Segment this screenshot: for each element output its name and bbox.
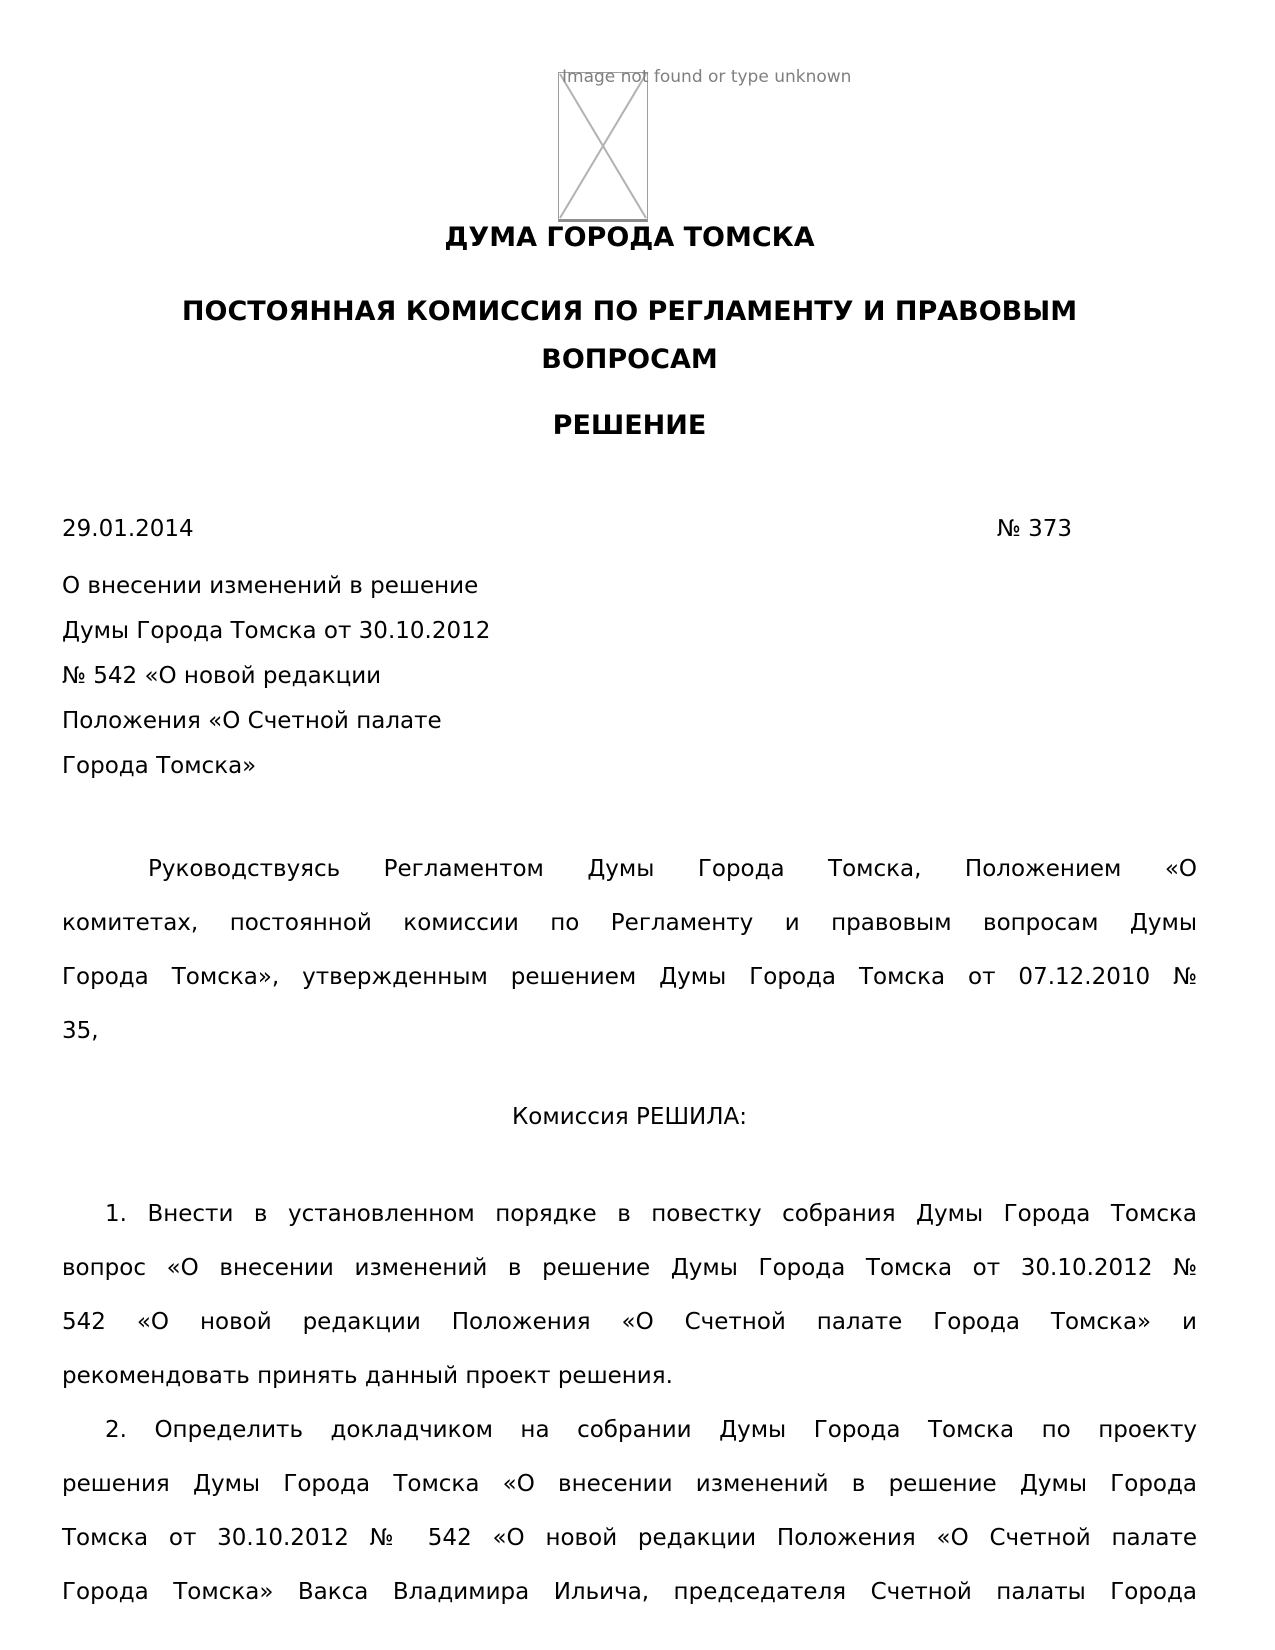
broken-image-x-icon bbox=[559, 73, 647, 219]
subject-block bbox=[62, 564, 1197, 789]
subject-line: № 542 «О новой редакции bbox=[62, 663, 382, 689]
document-date: 29.01.2014 bbox=[62, 516, 194, 542]
paragraph-line: Томска от 30.10.2012 № 542 «О новой редакции Положения «О Счетной палате bbox=[62, 1525, 1197, 1551]
resolution-item-1 bbox=[62, 1187, 1197, 1403]
meta-row bbox=[62, 514, 1197, 544]
subject-line: Города Томска» bbox=[62, 753, 257, 779]
paragraph-line: 2. Определить докладчиком на собрании Думы Города Томска по проекту bbox=[105, 1417, 1197, 1443]
resolution-heading: Комиссия РЕШИЛА: bbox=[511, 1104, 748, 1130]
broken-image-placeholder bbox=[558, 72, 648, 222]
paragraph-line: комитетах, постоянной комиссии по Регламенту и правовым вопросам Думы bbox=[62, 910, 1197, 936]
document-type-title: РЕШЕНИЕ bbox=[552, 410, 707, 441]
resolution-item-2 bbox=[62, 1403, 1197, 1619]
preamble-paragraph bbox=[62, 842, 1197, 1058]
paragraph-line: 35, bbox=[62, 1018, 99, 1044]
paragraph-line: решения Думы Города Томска «О внесении изменений в решение Думы Города bbox=[62, 1471, 1197, 1497]
paragraph-line: 542 «О новой редакции Положения «О Счетной палате Города Томска» и bbox=[62, 1309, 1197, 1335]
paragraph-line: Города Томска», утвержденным решением Думы Города Томска от 07.12.2010 № bbox=[62, 964, 1197, 990]
paragraph-line: рекомендовать принять данный проект решения. bbox=[62, 1363, 673, 1389]
commission-title: ПОСТОЯННАЯ КОМИССИЯ ПО РЕГЛАМЕНТУ И ПРАВОВЫМ ВОПРОСАМ bbox=[181, 296, 1078, 375]
subject-line: Положения «О Счетной палате bbox=[62, 708, 442, 734]
paragraph-line: вопрос «О внесении изменений в решение Думы Города Томска от 30.10.2012 № bbox=[62, 1255, 1197, 1281]
subject-line: О внесении изменений в решение bbox=[62, 573, 479, 599]
subject-line: Думы Города Томска от 30.10.2012 bbox=[62, 618, 491, 644]
paragraph-line: Города Томска» Вакса Владимира Ильича, председателя Счетной палаты Города bbox=[62, 1579, 1197, 1605]
org-title: ДУМА ГОРОДА ТОМСКА bbox=[444, 222, 815, 253]
paragraph-line: 1. Внести в установленном порядке в повестку собрания Думы Города Томска bbox=[105, 1201, 1197, 1227]
paragraph-line: Руководствуясь Регламентом Думы Города Томска, Положением «О bbox=[148, 856, 1197, 882]
document-number: № 373 bbox=[996, 516, 1072, 542]
document-content bbox=[62, 222, 1197, 1619]
broken-image-alt-text: Image not found or type unknown bbox=[562, 67, 852, 87]
